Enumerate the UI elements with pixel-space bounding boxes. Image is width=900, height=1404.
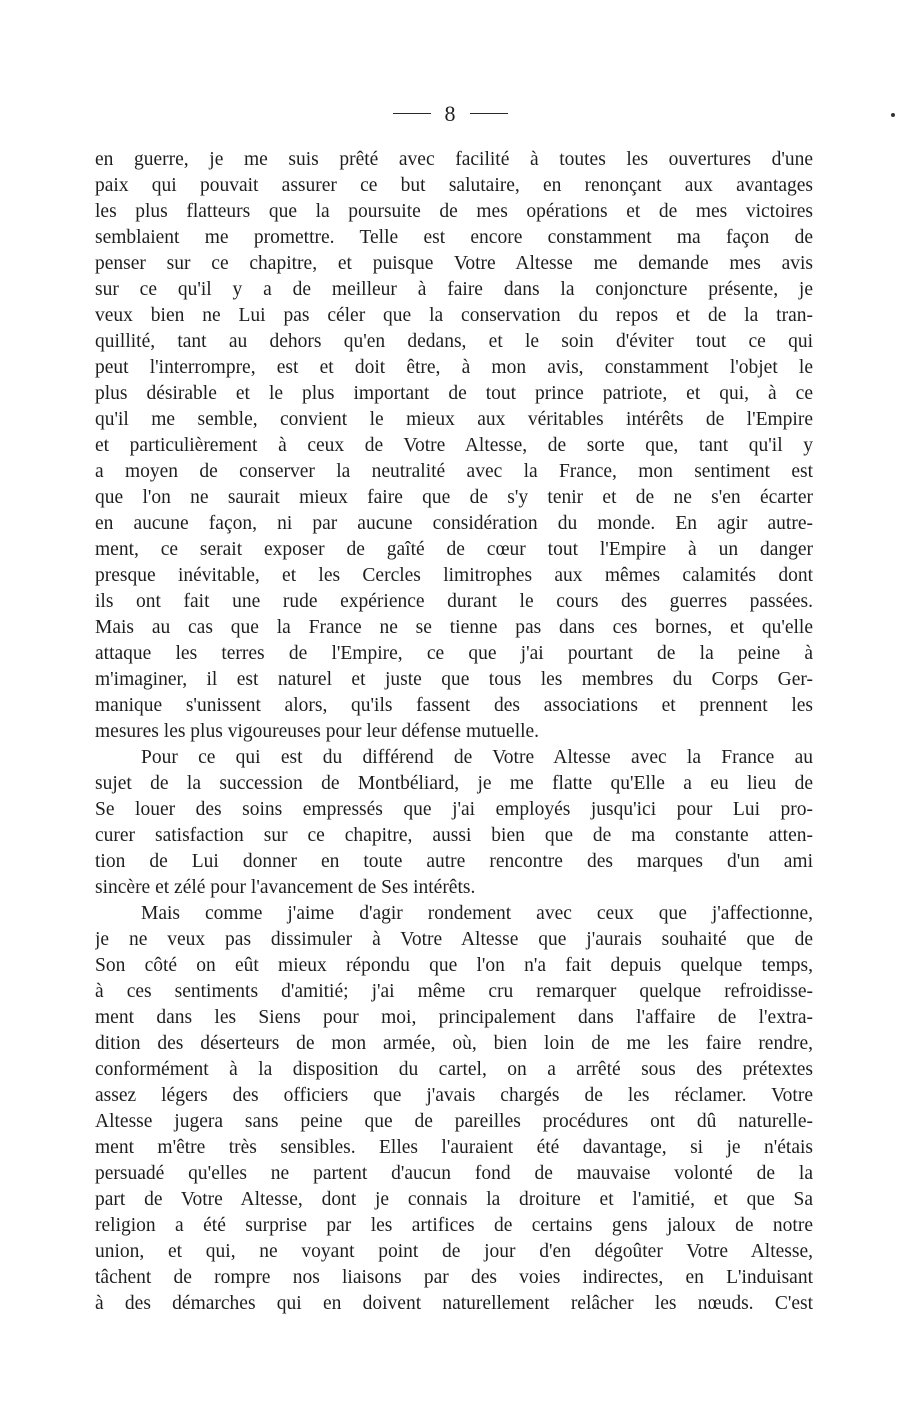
text-line: Mais comme j'aime d'agir rondement avec ceux que j'affectionne, — [141, 903, 813, 924]
text-line: dition des déserteurs de mon armée, où, bien loin de me les faire rendre, — [95, 1033, 813, 1054]
body-text — [95, 147, 813, 1317]
text-line: peut l'interrompre, est et doit être, à mon avis, constamment l'objet le — [95, 357, 813, 378]
text-line: m'imaginer, il est naturel et juste que tous les membres du Corps Ger- — [95, 669, 813, 690]
header-rule-right — [470, 113, 508, 114]
text-line: attaque les terres de l'Empire, ce que j'ai pourtant de la peine à — [95, 643, 813, 664]
text-line: conformément à la disposition du cartel, on a arrêté sous des prétextes — [95, 1059, 813, 1080]
page-header — [0, 97, 900, 129]
text-line: ment m'être très sensibles. Elles l'auraient été davantage, si je n'étais — [95, 1137, 813, 1158]
text-line: plus désirable et le plus important de tout prince patriote, et qui, à ce — [95, 383, 813, 404]
text-line: quillité, tant au dehors qu'en dedans, et le soin d'éviter tout ce qui — [95, 331, 813, 352]
text-line: en guerre, je me suis prêté avec facilité à toutes les ouvertures d'une — [95, 149, 813, 170]
text-line: paix qui pouvait assurer ce but salutaire, en renonçant aux avantages — [95, 175, 813, 196]
text-line: curer satisfaction sur ce chapitre, aussi bien que de ma constante atten- — [95, 825, 813, 846]
text-line: assez légers des officiers que j'avais chargés de les réclamer. Votre — [95, 1085, 813, 1106]
text-line: veux bien ne Lui pas céler que la conservation du repos et de la tran- — [95, 305, 813, 326]
text-line: Pour ce qui est du différend de Votre Altesse avec la France au — [141, 747, 813, 768]
text-line: Mais au cas que la France ne se tienne pas dans ces bornes, et qu'elle — [95, 617, 813, 638]
text-line: à des démarches qui en doivent naturellement relâcher les nœuds. C'est — [95, 1293, 813, 1314]
text-line: manique s'unissent alors, qu'ils fassent des associations et prennent les — [95, 695, 813, 716]
text-line: persuadé qu'elles ne partent d'aucun fond de mauvaise volonté de la — [95, 1163, 813, 1184]
text-line: religion a été surprise par les artifices de certains gens jaloux de notre — [95, 1215, 813, 1236]
text-line: sujet de la succession de Montbéliard, je me flatte qu'Elle a eu lieu de — [95, 773, 813, 794]
margin-speck — [891, 113, 895, 117]
text-line: tâchent de rompre nos liaisons par des voies indirectes, en L'induisant — [95, 1267, 813, 1288]
text-line: que l'on ne saurait mieux faire que de s'y tenir et de ne s'en écarter — [95, 487, 813, 508]
page-number: 8 — [444, 100, 456, 126]
text-line: en aucune façon, ni par aucune considération du monde. En agir autre- — [95, 513, 813, 534]
text-line: mesures les plus vigoureuses pour leur défense mutuelle. — [95, 721, 540, 742]
text-line: ment, ce serait exposer de gaîté de cœur tout l'Empire à un danger — [95, 539, 813, 560]
text-line: sur ce qu'il y a de meilleur à faire dans la conjoncture présente, je — [95, 279, 813, 300]
text-line: semblaient me promettre. Telle est encore constamment ma façon de — [95, 227, 813, 248]
text-line: à ces sentiments d'amitié; j'ai même cru remarquer quelque refroidisse- — [95, 981, 813, 1002]
text-line: part de Votre Altesse, dont je connais la droiture et l'amitié, et que Sa — [95, 1189, 813, 1210]
text-line: a moyen de conserver la neutralité avec la France, mon sentiment est — [95, 461, 813, 482]
text-line: Se louer des soins empressés que j'ai employés jusqu'ici pour Lui pro- — [95, 799, 813, 820]
text-line: tion de Lui donner en toute autre rencontre des marques d'un ami — [95, 851, 813, 872]
text-line: penser sur ce chapitre, et puisque Votre Altesse me demande mes avis — [95, 253, 813, 274]
text-line: union, et qui, ne voyant point de jour d'en dégoûter Votre Altesse, — [95, 1241, 813, 1262]
text-line: presque inévitable, et les Cercles limitrophes aux mêmes calamités dont — [95, 565, 813, 586]
text-line: Altesse jugera sans peine que de pareilles procédures ont dû naturelle- — [95, 1111, 813, 1132]
text-line: ment dans les Siens pour moi, principalement dans l'affaire de l'extra- — [95, 1007, 813, 1028]
text-line: et particulièrement à ceux de Votre Altesse, de sorte que, tant qu'il y — [95, 435, 813, 456]
text-line: les plus flatteurs que la poursuite de mes opérations et de mes victoires — [95, 201, 813, 222]
text-line: qu'il me semble, convient le mieux aux véritables intérêts de l'Empire — [95, 409, 813, 430]
header-rule-left — [393, 113, 431, 114]
text-line: je ne veux pas dissimuler à Votre Altesse que j'aurais souhaité que de — [95, 929, 813, 950]
text-line: ils ont fait une rude expérience durant le cours des guerres passées. — [95, 591, 813, 612]
text-line: Son côté on eût mieux répondu que l'on n'a fait depuis quelque temps, — [95, 955, 813, 976]
text-line: sincère et zélé pour l'avancement de Ses intérêts. — [95, 877, 476, 898]
